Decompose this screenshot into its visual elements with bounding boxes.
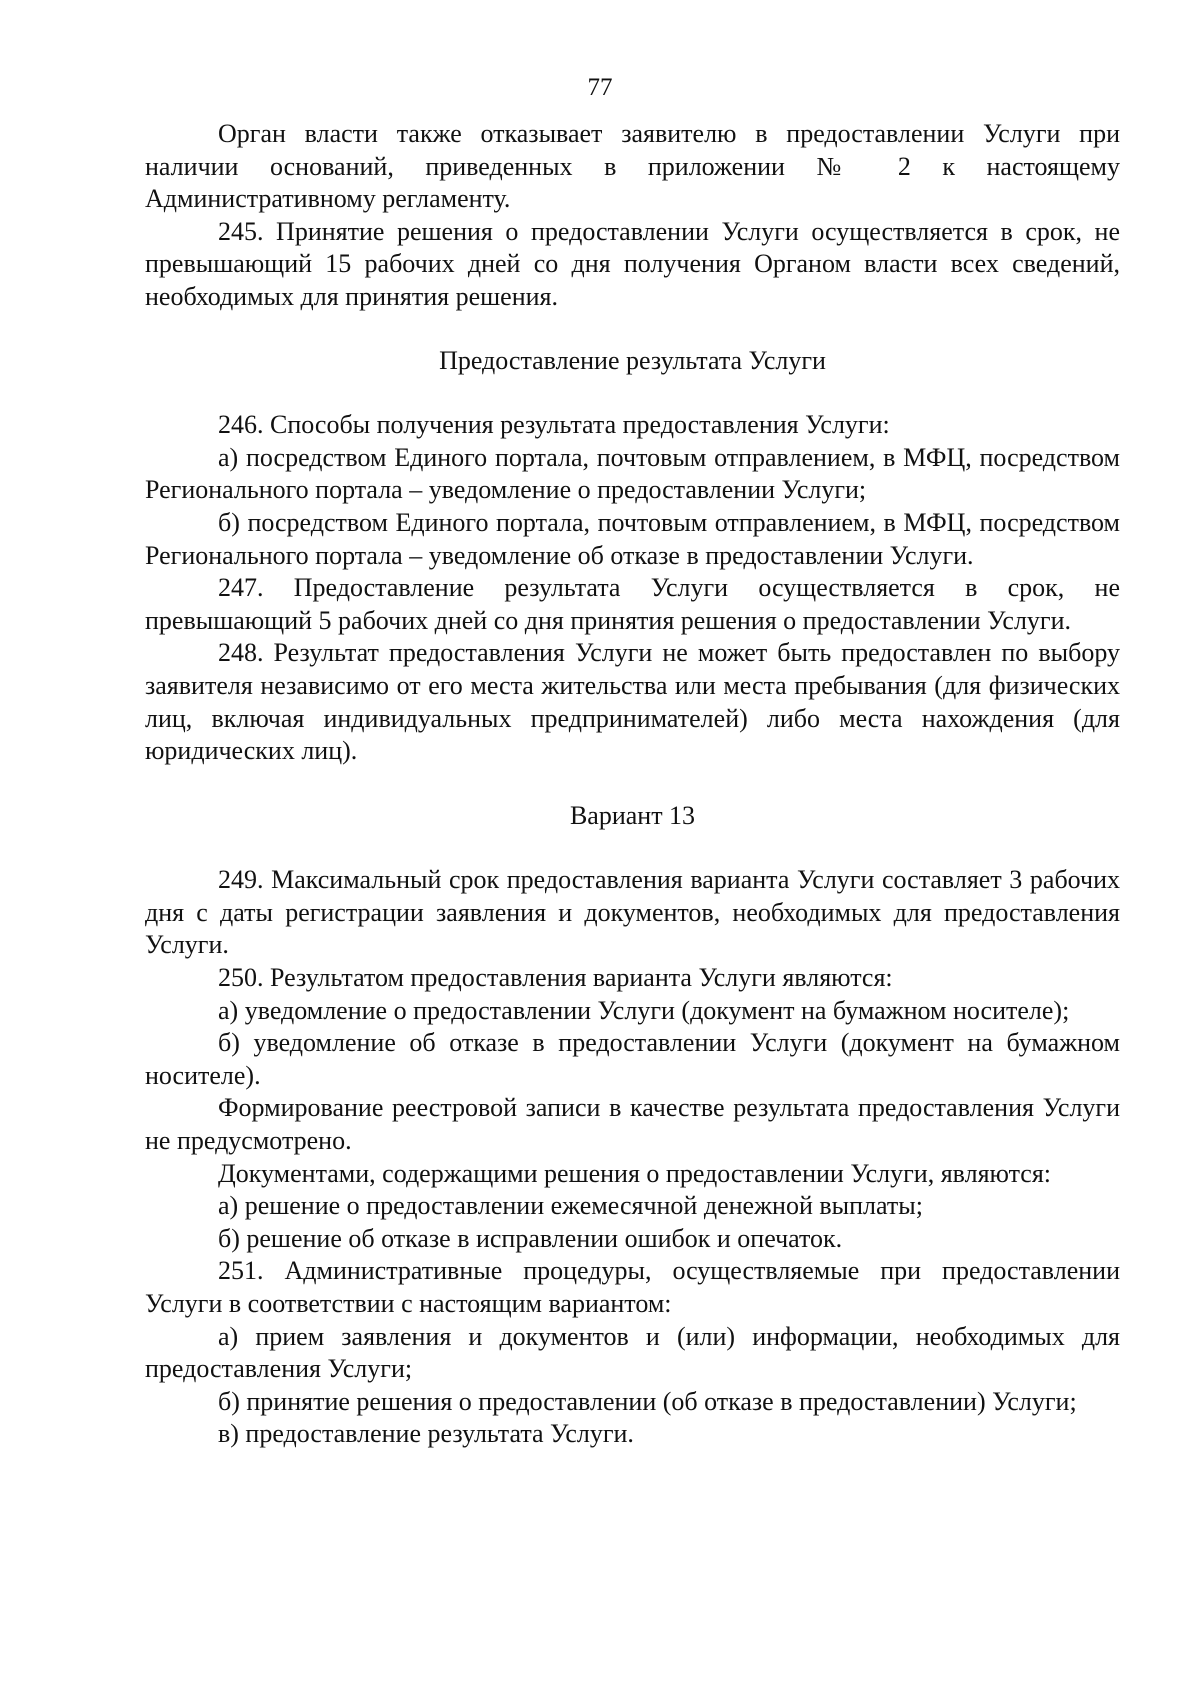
paragraph: 247. Предоставление результата Услуги осуществляется в срок, не превышающий 5 рабочих дней со дня принятия решения о предоставлении Услуги. (145, 573, 1120, 635)
paragraph: 250. Результатом предоставления варианта Услуги являются: (218, 963, 893, 993)
paragraph: 245. Принятие решения о предоставлении Услуги осуществляется в срок, не превышающий 15 рабочих дней со дня получения Органом власти всех сведений, необходимых для принятия решения. (145, 216, 1120, 311)
paragraph: б) решение об отказе в исправлении ошибок и опечаток. (218, 1223, 843, 1253)
paragraph: Формирование реестровой записи в качестве результата предоставления Услуги не предусмотрено. (145, 1093, 1120, 1156)
paragraph: а) посредством Единого портала, почтовым отправлением, в МФЦ, посредством Регионального портала – уведомление о предоставлении Услуги; (145, 442, 1120, 505)
section-heading: Предоставление результата Услуги (439, 345, 826, 375)
paragraph: б) принятие решения о предоставлении (об отказе в предоставлении) Услуги; (218, 1386, 1077, 1416)
paragraph: в) предоставление результата Услуги. (218, 1419, 634, 1449)
paragraph: 248. Результат предоставления Услуги не может быть предоставлен по выбору заявителя независимо от его места жительства или места пребывания (для физических лиц, включая индивидуальных предпринимателей) либо места нахождения (для юридических лиц). (145, 638, 1120, 766)
paragraph: а) решение о предоставлении ежемесячной денежной выплаты; (218, 1191, 923, 1221)
paragraph: а) прием заявления и документов и (или) информации, необходимых для предоставления Услуги; (145, 1321, 1120, 1384)
paragraph: Документами, содержащими решения о предоставлении Услуги, являются: (218, 1158, 1052, 1188)
page-number: 77 (587, 74, 613, 101)
paragraph: б) уведомление об отказе в предоставлении Услуги (документ на бумажном носителе). (145, 1028, 1120, 1090)
paragraph: б) посредством Единого портала, почтовым отправлением, в МФЦ, посредством Регионального портала – уведомление об отказе в предоставлении Услуги. (145, 507, 1120, 570)
paragraph: Орган власти также отказывает заявителю в предоставлении Услуги при наличии оснований, приведенных в приложении № 2 к настоящему Административному регламенту. (145, 119, 1120, 214)
paragraph: 251. Административные процедуры, осуществляемые при предоставлении Услуги в соответствии с настоящим вариантом: (145, 1256, 1120, 1318)
paragraph: 249. Максимальный срок предоставления варианта Услуги составляет 3 рабочих дня с даты регистрации заявления и документов, необходимых для предоставления Услуги. (145, 865, 1120, 960)
paragraph: а) уведомление о предоставлении Услуги (документ на бумажном носителе); (218, 995, 1070, 1025)
paragraph: 246. Способы получения результата предоставления Услуги: (218, 410, 890, 440)
section-heading: Вариант 13 (569, 800, 696, 830)
document-body (145, 118, 1120, 1451)
